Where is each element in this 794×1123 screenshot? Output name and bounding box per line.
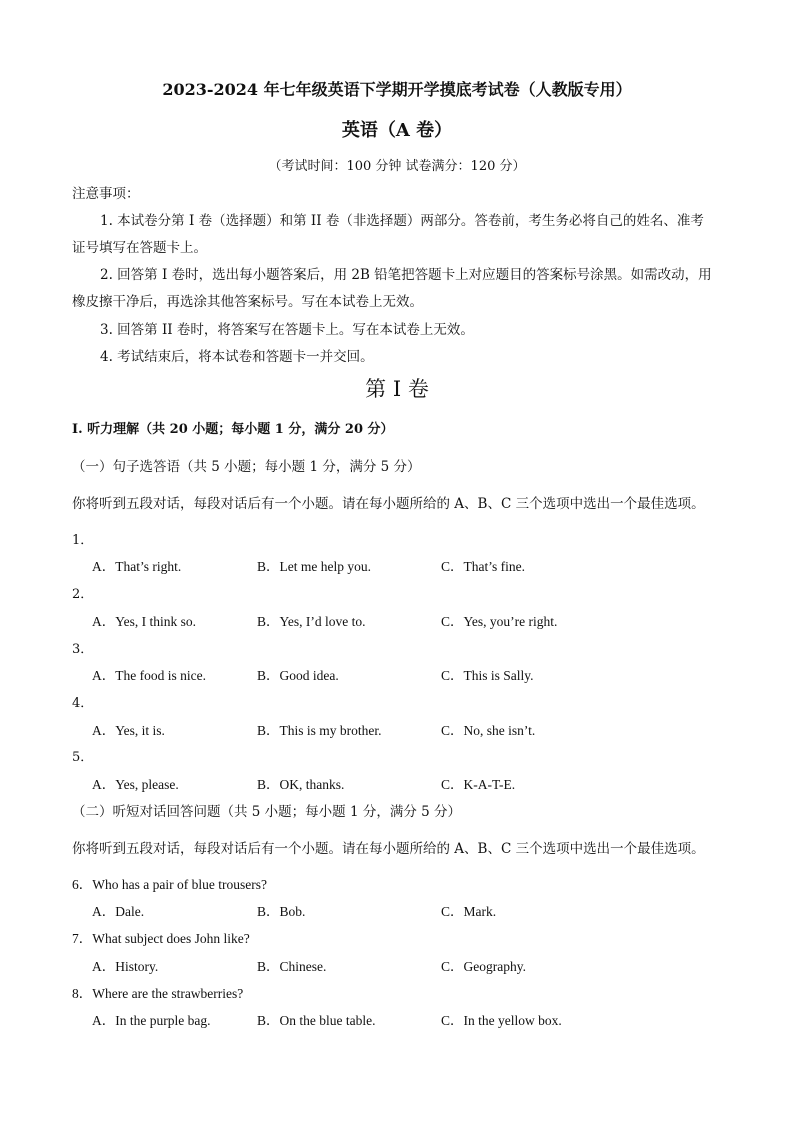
exam-title: 2023-2024 年七年级英语下学期开学摸底考试卷（人教版专用） <box>162 80 632 99</box>
question-4-option-b: B．This is my brother. <box>257 723 382 738</box>
note-2-line-2: 橡皮擦干净后，再选涂其他答案标号。写在本试卷上无效。 <box>72 294 423 310</box>
question-5-option-b: B．OK, thanks. <box>257 777 345 792</box>
part-heading: I. 听力理解（共 20 小题；每小题 1 分，满分 20 分） <box>72 422 394 437</box>
question-6-option-c: C．Mark. <box>441 904 497 919</box>
note-4: 4. 考试结束后，将本试卷和答题卡一并交回。 <box>100 349 374 365</box>
question-8-option-b: B．On the blue table. <box>257 1013 376 1028</box>
instruction-2: 你将听到五段对话，每段对话后有一个小题。请在每小题所给的 A、B、C 三个选项中选出一个最佳选项。 <box>72 841 705 857</box>
question-6-option-a: A．Dale. <box>92 904 145 919</box>
note-2-line-1: 2. 回答第 I 卷时，选出每小题答案后，用 2B 铅笔把答题卡上对应题目的答案标号涂黑。如需改动，用 <box>100 267 712 283</box>
question-4-option-c: C．No, she isn’t. <box>441 723 536 738</box>
note-1-line-1: 1. 本试卷分第 I 卷（选择题）和第 II 卷（非选择题）两部分。答卷前，考生务必将自己的姓名、准考 <box>100 213 704 229</box>
question-2-option-b: B．Yes, I’d love to. <box>257 614 366 629</box>
question-3-option-b: B．Good idea. <box>257 668 339 683</box>
question-7-option-c: C．Geography. <box>441 959 526 974</box>
question-8-option-a: A．In the purple bag. <box>92 1013 211 1028</box>
question-3-option-c: C．This is Sally. <box>441 668 534 683</box>
question-4-option-a: A．Yes, it is. <box>92 723 165 738</box>
question-2-number: 2． <box>72 587 94 602</box>
instruction-1: 你将听到五段对话，每段对话后有一个小题。请在每小题所给的 A、B、C 三个选项中选出一个最佳选项。 <box>72 496 705 512</box>
question-7-stem: 7．What subject does John like? <box>72 931 250 946</box>
question-1-option-c: C．That’s fine. <box>441 559 525 574</box>
note-1-line-2: 证号填写在答题卡上。 <box>72 240 207 256</box>
question-3-option-a: A．The food is nice. <box>92 668 206 683</box>
time-info: （考试时间：100 分钟 试卷满分：120 分） <box>268 159 526 174</box>
sub-heading-2: （二）听短对话回答问题（共 5 小题；每小题 1 分，满分 5 分） <box>72 804 462 820</box>
question-1-option-b: B．Let me help you. <box>257 559 371 574</box>
question-7-option-b: B．Chinese. <box>257 959 327 974</box>
question-2-option-c: C．Yes, you’re right. <box>441 614 558 629</box>
question-1-option-a: A．That’s right. <box>92 559 182 574</box>
question-4-number: 4． <box>72 696 94 711</box>
question-5-number: 5． <box>72 750 94 765</box>
section-title: 第 I 卷 <box>365 377 429 401</box>
question-2-option-a: A．Yes, I think so. <box>92 614 197 629</box>
sub-heading-1: （一）句子选答语（共 5 小题；每小题 1 分，满分 5 分） <box>72 459 421 475</box>
question-7-option-a: A．History. <box>92 959 159 974</box>
note-3: 3. 回答第 II 卷时，将答案写在答题卡上。写在本试卷上无效。 <box>100 322 474 338</box>
question-8-option-c: C．In the yellow box. <box>441 1013 562 1028</box>
exam-subtitle: 英语（A 卷） <box>341 120 453 141</box>
notes-title: 注意事项： <box>72 186 140 202</box>
question-6-option-b: B．Bob. <box>257 904 306 919</box>
question-5-option-a: A．Yes, please. <box>92 777 179 792</box>
question-1-number: 1． <box>72 533 94 548</box>
question-5-option-c: C．K-A-T-E. <box>441 777 516 792</box>
question-8-stem: 8．Where are the strawberries? <box>72 986 244 1001</box>
question-6-stem: 6．Who has a pair of blue trousers? <box>72 877 267 892</box>
question-3-number: 3． <box>72 642 94 657</box>
